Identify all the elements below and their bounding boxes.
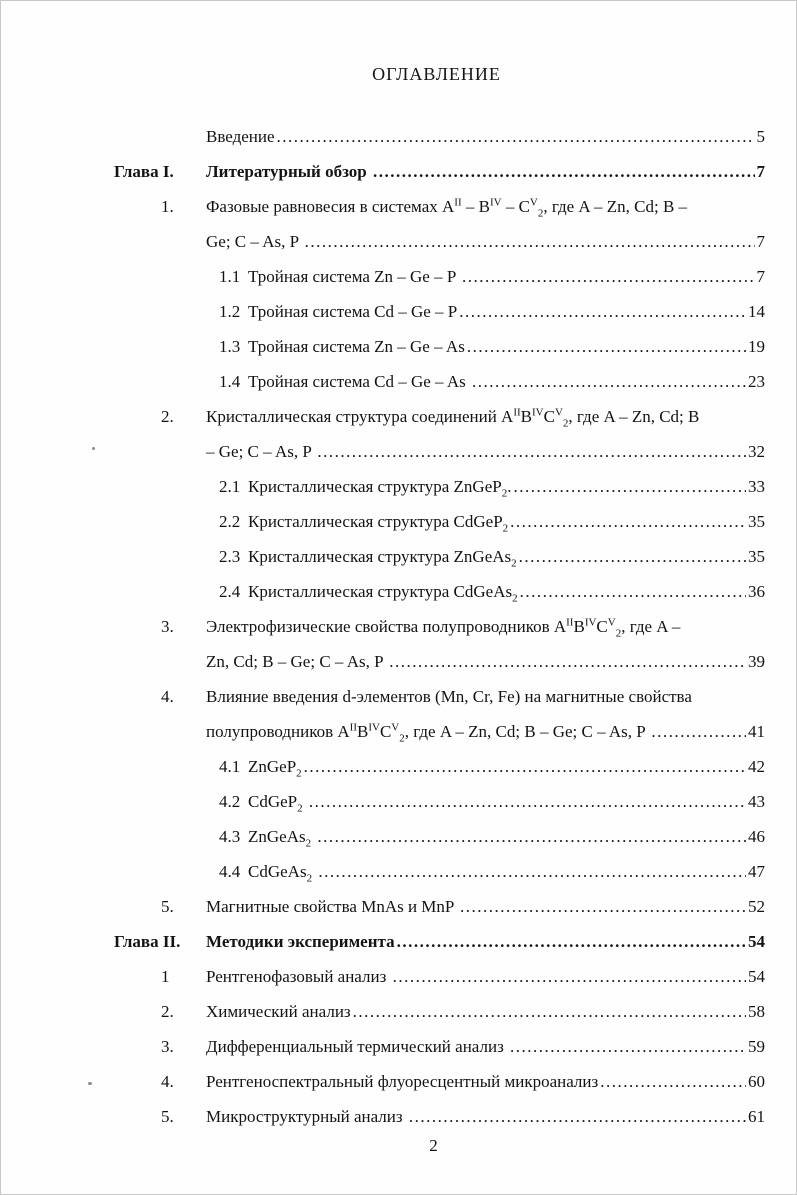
toc-entry-title <box>248 259 765 294</box>
toc-entry-page: 61 <box>748 1107 765 1126</box>
toc-entry-text: Рентгеноспектральный флуоресцентный микроанализ <box>206 1072 599 1091</box>
toc-entry-text: Кристаллическая структура CdGeP$_2$ <box>248 512 509 535</box>
toc-entry-label: 2.3 <box>219 547 241 566</box>
toc-entry <box>1 609 765 679</box>
toc-entry-label: 4.3 <box>219 827 241 846</box>
toc-entry-page: 7 <box>756 267 765 286</box>
toc-entry-label: 1.2 <box>219 302 241 321</box>
toc-entry-line <box>206 119 765 154</box>
dot-leader <box>519 539 746 574</box>
toc-entry <box>1 539 765 574</box>
dot-leader <box>459 294 746 329</box>
dot-leader <box>277 119 755 154</box>
toc-entry-text: Кристаллическая структура ZnGeP$_2$. <box>248 477 512 500</box>
toc-entry <box>1 329 765 364</box>
toc-entry-text: Введение <box>206 127 275 146</box>
dot-leader <box>309 784 746 819</box>
toc-entry-text: – Ge; C – As, P <box>206 442 316 461</box>
toc-entry-page: 47 <box>748 862 765 881</box>
toc-entry-line <box>206 644 765 679</box>
toc-entry-line <box>206 889 765 924</box>
toc-entry-line <box>206 924 765 959</box>
toc-entry <box>1 819 765 854</box>
toc-entry-text: Микроструктурный анализ <box>206 1107 407 1126</box>
toc-entry-line <box>248 469 765 504</box>
toc-entry-line <box>206 679 765 714</box>
dot-leader <box>305 224 755 259</box>
dot-leader <box>467 329 746 364</box>
toc-entry <box>1 154 765 189</box>
dot-leader <box>510 1029 746 1064</box>
toc-entry-page: 60 <box>748 1072 765 1091</box>
toc-entry <box>1 189 765 259</box>
toc-entry-label: Глава II. <box>114 932 181 951</box>
toc-list <box>1 119 796 1134</box>
toc-entry-line <box>248 749 765 784</box>
toc-entry-text: Кристаллическая структура CdGeAs$_2$ <box>248 582 518 605</box>
toc-entry-title <box>206 889 765 924</box>
dot-leader <box>389 644 746 679</box>
toc-entry-page: 35 <box>748 547 765 566</box>
dot-leader <box>409 1099 746 1134</box>
toc-entry-page: 54 <box>748 967 765 986</box>
toc-entry-text: Рентгенофазовый анализ <box>206 967 391 986</box>
toc-entry-title <box>248 539 765 574</box>
toc-entry <box>1 574 765 609</box>
toc-entry-line <box>206 1099 765 1134</box>
toc-entry-label: 4. <box>161 1072 174 1091</box>
toc-entry-line <box>206 994 765 1029</box>
scan-speck <box>92 447 95 450</box>
toc-entry-page: 59 <box>748 1037 765 1056</box>
toc-entry-title <box>206 399 765 469</box>
toc-entry-title <box>248 294 765 329</box>
toc-entry-text: Методики эксперимента <box>206 932 395 951</box>
scan-speck <box>88 1082 92 1085</box>
toc-entry-title <box>206 1064 765 1099</box>
toc-entry-title <box>206 679 765 749</box>
toc-entry-text: Тройная система Zn – Ge – As <box>248 337 465 356</box>
toc-entry-page: 5 <box>756 127 765 146</box>
toc-entry-text: Литературный обзор <box>206 162 372 181</box>
toc-entry-label: 3. <box>161 1037 174 1056</box>
dot-leader <box>510 504 746 539</box>
dot-leader <box>460 889 746 924</box>
toc-entry-line <box>206 959 765 994</box>
toc-entry-line <box>206 154 765 189</box>
toc-entry-page: 19 <box>748 337 765 356</box>
toc-entry-title <box>248 749 765 784</box>
toc-entry-text: Магнитные свойства MnAs и MnP <box>206 897 458 916</box>
toc-entry-line <box>206 1029 765 1064</box>
toc-entry-title <box>206 924 765 959</box>
toc-entry-title <box>248 819 765 854</box>
toc-entry-title <box>248 504 765 539</box>
toc-entry-text: Тройная система Cd – Ge – P <box>248 302 458 321</box>
toc-entry-line <box>248 854 765 889</box>
toc-entry-text: ZnGeP$_2$ <box>248 757 302 780</box>
toc-entry-title <box>206 154 765 189</box>
dot-leader <box>373 154 754 189</box>
dot-leader <box>600 1064 746 1099</box>
toc-entry <box>1 259 765 294</box>
toc-entry-title <box>248 784 765 819</box>
dot-leader <box>317 434 746 469</box>
toc-entry-line <box>248 329 765 364</box>
toc-entry-page: 46 <box>748 827 765 846</box>
toc-entry-text: Химический анализ <box>206 1002 351 1021</box>
toc-entry-title <box>206 959 765 994</box>
toc-entry-label: 2.2 <box>219 512 241 531</box>
toc-entry <box>1 294 765 329</box>
toc-entry-page: 23 <box>748 372 765 391</box>
toc-entry-line <box>248 784 765 819</box>
toc-entry-text: Кристаллическая структура ZnGeAs$_2$ <box>248 547 517 570</box>
dot-leader <box>462 259 755 294</box>
toc-entry-line <box>206 224 765 259</box>
toc-entry-line <box>206 714 765 749</box>
toc-entry-title <box>206 1099 765 1134</box>
dot-leader <box>397 924 746 959</box>
dot-leader <box>304 749 746 784</box>
toc-entry-text: Фазовые равновесия в системах $A^{II} - B^{IV} - C^V_2$, где A – Zn, Cd; B – <box>206 196 688 220</box>
toc-entry-line <box>248 819 765 854</box>
toc-entry-label: Глава I. <box>114 162 174 181</box>
toc-entry <box>1 679 765 749</box>
toc-entry-page: 39 <box>748 652 765 671</box>
toc-entry-label: 1. <box>161 197 174 216</box>
toc-entry-title <box>248 329 765 364</box>
toc-entry <box>1 1064 765 1099</box>
toc-entry-text: Zn, Cd; B – Ge; C – As, P <box>206 652 388 671</box>
toc-entry-page: 7 <box>756 232 765 251</box>
toc-entry-line <box>248 539 765 574</box>
dot-leader <box>393 959 746 994</box>
toc-entry <box>1 1029 765 1064</box>
toc-entry-label: 5. <box>161 1107 174 1126</box>
toc-entry-page: 42 <box>748 757 765 776</box>
toc-entry-page: 43 <box>748 792 765 811</box>
toc-entry-line <box>248 259 765 294</box>
toc-entry-page: 58 <box>748 1002 765 1021</box>
toc-entry <box>1 1099 765 1134</box>
toc-entry-label: 2. <box>161 1002 174 1021</box>
toc-entry-line <box>248 294 765 329</box>
toc-entry-line <box>206 434 765 469</box>
toc-entry-page: 36 <box>748 582 765 601</box>
toc-entry-line <box>206 399 765 434</box>
dot-leader <box>317 819 746 854</box>
toc-entry-text: Тройная система Cd – Ge – As <box>248 372 471 391</box>
toc-entry <box>1 784 765 819</box>
toc-entry-title <box>206 994 765 1029</box>
toc-entry <box>1 469 765 504</box>
toc-entry-page: 14 <box>748 302 765 321</box>
toc-entry-page: 41 <box>748 722 765 741</box>
toc-entry <box>1 889 765 924</box>
toc-entry-label: 4.4 <box>219 862 241 881</box>
toc-entry <box>1 854 765 889</box>
toc-entry-text: Электрофизические свойства полупроводников $A^{II}B^{IV}C^V_2$, где A – <box>206 616 681 640</box>
toc-entry-text: Тройная система Zn – Ge – P <box>248 267 460 286</box>
toc-entry-page: 33 <box>748 477 765 496</box>
toc-entry-label: 2. <box>161 407 174 426</box>
toc-entry-label: 1.3 <box>219 337 241 356</box>
toc-entry-label: 4.2 <box>219 792 241 811</box>
toc-entry-title <box>248 574 765 609</box>
toc-entry <box>1 994 765 1029</box>
toc-entry-label: 3. <box>161 617 174 636</box>
toc-entry-line <box>248 574 765 609</box>
toc-entry-title <box>248 469 765 504</box>
toc-entry-label: 5. <box>161 897 174 916</box>
dot-leader <box>520 574 746 609</box>
toc-entry <box>1 924 765 959</box>
toc-entry-title <box>206 609 765 679</box>
dot-leader <box>472 364 746 399</box>
toc-entry-text: Ge; C – As, P <box>206 232 303 251</box>
toc-entry-text: Влияние введения d-элементов (Mn, Cr, Fe) на магнитные свойства <box>206 687 692 706</box>
toc-entry-label: 4. <box>161 687 174 706</box>
dot-leader <box>318 854 746 889</box>
toc-entry-page: 54 <box>748 932 765 951</box>
toc-entry-text: полупроводников $A^{II}B^{IV}C^V_2$, где A – Zn, Cd; B – Ge; C – As, P <box>206 721 650 745</box>
toc-entry <box>1 959 765 994</box>
toc-entry-title <box>206 1029 765 1064</box>
toc-entry-title <box>248 854 765 889</box>
toc-entry-text: Кристаллическая структура соединений $A^{II}B^{IV}C^V_2$, где A – Zn, Cd; B <box>206 406 700 430</box>
toc-entry-page: 7 <box>756 162 765 181</box>
toc-entry <box>1 399 765 469</box>
toc-entry-line <box>206 609 765 644</box>
toc-entry-label: 1.1 <box>219 267 241 286</box>
toc-entry-title <box>248 364 765 399</box>
toc-entry <box>1 364 765 399</box>
toc-entry-title <box>206 119 765 154</box>
toc-entry-page: 52 <box>748 897 765 916</box>
toc-entry-line <box>206 1064 765 1099</box>
toc-entry-label: 1.4 <box>219 372 241 391</box>
toc-entry-line <box>248 504 765 539</box>
toc-entry-label: 2.1 <box>219 477 241 496</box>
toc-title: ОГЛАВЛЕНИЕ <box>372 64 501 84</box>
toc-entry-title <box>206 189 765 259</box>
toc-entry <box>1 749 765 784</box>
dot-leader <box>651 714 746 749</box>
toc-entry-line <box>248 364 765 399</box>
toc-entry-label: 1 <box>161 967 170 986</box>
toc-entry <box>1 504 765 539</box>
toc-entry <box>1 119 765 154</box>
dot-leader <box>513 469 746 504</box>
dot-leader <box>353 994 746 1029</box>
toc-entry-line <box>206 189 765 224</box>
toc-entry-text: ZnGeAs$_2$ <box>248 827 312 850</box>
toc-entry-text: CdGeAs$_2$ <box>248 862 313 885</box>
toc-entry-page: 35 <box>748 512 765 531</box>
page-number: 2 <box>429 1136 438 1155</box>
toc-entry-page: 32 <box>748 442 765 461</box>
toc-entry-label: 4.1 <box>219 757 241 776</box>
toc-entry-label: 2.4 <box>219 582 241 601</box>
toc-entry-text: CdGeP$_2$ <box>248 792 303 815</box>
toc-entry-text: Дифференциальный термический анализ <box>206 1037 509 1056</box>
